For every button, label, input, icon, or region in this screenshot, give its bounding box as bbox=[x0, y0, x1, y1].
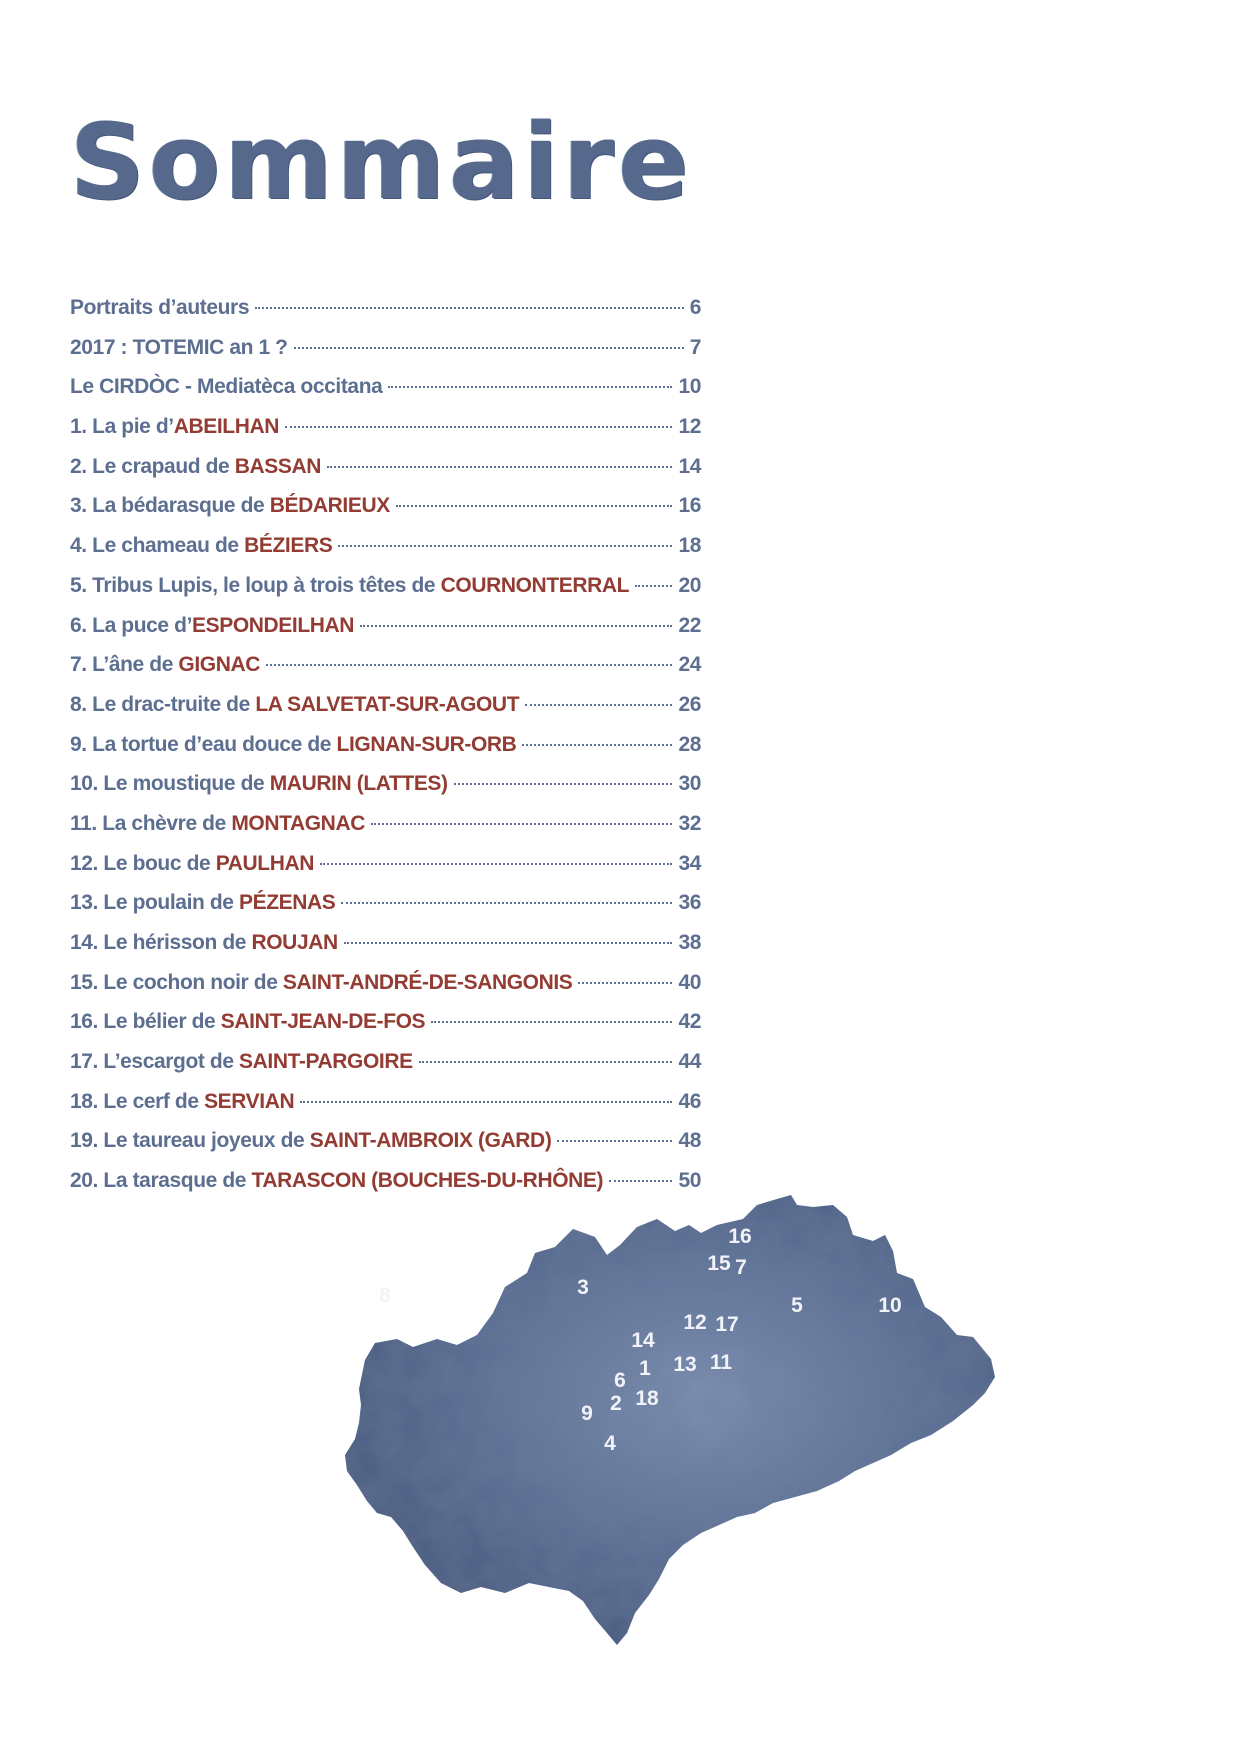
toc-entry-label bbox=[70, 891, 335, 915]
toc-dot-leader bbox=[338, 545, 672, 547]
toc-entry-title: 13. Le poulain de bbox=[70, 891, 240, 915]
toc-entry-place: LIGNAN-SUR-ORB bbox=[336, 732, 517, 756]
toc-entry-title: 16. Le bélier de bbox=[70, 1010, 221, 1034]
toc-entry-page: 30 bbox=[678, 772, 701, 796]
toc-entry-label bbox=[70, 733, 516, 757]
toc-entry-place: LA SALVETAT-SUR-AGOUT bbox=[255, 692, 520, 716]
toc-entry-label bbox=[70, 653, 260, 677]
map-number-label: 16 bbox=[728, 1225, 752, 1248]
toc-entry-page: 18 bbox=[678, 534, 701, 558]
toc-entry-title: Le CIRDÒC - Mediatèca occitana bbox=[70, 375, 383, 399]
toc-dot-leader bbox=[294, 347, 684, 349]
toc-entry-label bbox=[70, 574, 629, 598]
toc-entry-page: 44 bbox=[678, 1050, 701, 1074]
toc-entry-title: 4. Le chameau de bbox=[70, 534, 245, 558]
toc-entry bbox=[70, 772, 701, 812]
toc-entry-label bbox=[70, 415, 279, 439]
toc-entry-page: 20 bbox=[678, 573, 701, 597]
toc-dot-leader bbox=[635, 585, 672, 587]
toc-entry-label bbox=[70, 1129, 551, 1153]
toc-entry bbox=[70, 614, 701, 654]
map-number-label: 8 bbox=[379, 1284, 391, 1307]
toc-entry-place: GIGNAC bbox=[178, 653, 261, 677]
toc-entry-page: 12 bbox=[678, 415, 701, 439]
toc-entry bbox=[70, 1010, 701, 1050]
map-number-label: 7 bbox=[735, 1256, 747, 1279]
toc-entry-label bbox=[70, 931, 338, 955]
map-number-label: 1 bbox=[639, 1357, 651, 1380]
toc-entry-place: TARASCON (BOUCHES-DU-RHÔNE) bbox=[251, 1169, 604, 1193]
toc-entry-label bbox=[70, 812, 365, 836]
toc-entry-title: 2017 : TOTEMIC an 1 ? bbox=[70, 335, 288, 359]
toc-dot-leader bbox=[360, 625, 672, 627]
toc-dot-leader bbox=[419, 1061, 673, 1063]
toc-dot-leader bbox=[266, 664, 672, 666]
toc-entry bbox=[70, 336, 701, 376]
toc-entry-label bbox=[70, 455, 321, 479]
toc-dot-leader bbox=[522, 744, 672, 746]
map-number-label: 15 bbox=[707, 1252, 731, 1275]
toc-entry-place: SAINT-ANDRÉ-DE-SANGONIS bbox=[282, 970, 573, 994]
toc-dot-leader bbox=[525, 704, 672, 706]
toc-entry-place: SAINT-JEAN-DE-FOS bbox=[220, 1010, 426, 1034]
toc-entry-title: 14. Le hérisson de bbox=[70, 931, 252, 954]
toc-entry-title: 11. La chèvre de bbox=[70, 811, 232, 835]
map-number-label: 2 bbox=[610, 1392, 622, 1415]
toc-entry-place: COURNONTERRAL bbox=[440, 573, 630, 597]
toc-entry-title: 7. L’âne de bbox=[70, 653, 179, 677]
table-of-contents bbox=[70, 296, 701, 1209]
herault-shape bbox=[345, 1195, 995, 1645]
toc-entry-place: MAURIN (LATTES) bbox=[269, 772, 448, 796]
toc-dot-leader bbox=[255, 307, 684, 309]
toc-dot-leader bbox=[431, 1021, 672, 1023]
toc-dot-leader bbox=[578, 982, 672, 984]
toc-entry-title: 12. Le bouc de bbox=[70, 851, 216, 875]
map-number-label: 5 bbox=[791, 1294, 803, 1317]
map-number-label: 12 bbox=[683, 1311, 707, 1334]
toc-entry-page: 42 bbox=[678, 1010, 701, 1034]
toc-dot-leader bbox=[388, 386, 672, 388]
toc-entry-label bbox=[70, 336, 288, 360]
toc-entry bbox=[70, 494, 701, 534]
toc-entry-page: 7 bbox=[689, 335, 701, 359]
toc-entry-place: BÉZIERS bbox=[244, 534, 333, 558]
herault-map bbox=[345, 1195, 1125, 1655]
toc-entry-page: 38 bbox=[678, 931, 701, 954]
toc-entry-page: 40 bbox=[678, 970, 701, 994]
toc-entry-place: SAINT-PARGOIRE bbox=[239, 1050, 413, 1074]
toc-entry-title: 8. Le drac-truite de bbox=[70, 692, 256, 716]
toc-entry-label bbox=[70, 971, 572, 995]
toc-entry-page: 28 bbox=[678, 732, 701, 756]
toc-entry-title: 18. Le cerf de bbox=[70, 1089, 205, 1113]
toc-entry bbox=[70, 931, 701, 971]
toc-entry-title: Portraits d’auteurs bbox=[70, 296, 250, 319]
toc-dot-leader bbox=[327, 466, 672, 468]
toc-dot-leader bbox=[320, 863, 672, 865]
toc-entry bbox=[70, 1129, 701, 1169]
toc-entry bbox=[70, 733, 701, 773]
map-number-label: 17 bbox=[715, 1313, 739, 1336]
toc-entry-place: MONTAGNAC bbox=[231, 811, 365, 835]
toc-entry bbox=[70, 852, 701, 892]
toc-entry-title: 2. Le crapaud de bbox=[70, 454, 235, 478]
toc-entry-label bbox=[70, 534, 332, 558]
toc-entry-page: 36 bbox=[678, 891, 701, 915]
toc-entry-title: 20. La tarasque de bbox=[70, 1169, 252, 1193]
toc-entry-page: 10 bbox=[678, 375, 701, 399]
toc-entry-label bbox=[70, 1090, 294, 1114]
toc-entry-page: 26 bbox=[678, 692, 701, 716]
toc-entry-place: SAINT-AMBROIX (GARD) bbox=[309, 1129, 552, 1153]
herault-map-graphic bbox=[345, 1195, 1125, 1655]
toc-dot-leader bbox=[341, 902, 672, 904]
toc-dot-leader bbox=[557, 1140, 672, 1142]
toc-entry bbox=[70, 971, 701, 1011]
toc-entry-place: ESPONDEILHAN bbox=[192, 613, 355, 637]
toc-entry bbox=[70, 296, 701, 336]
toc-entry-place: BÉDARIEUX bbox=[269, 494, 390, 518]
toc-dot-leader bbox=[609, 1180, 672, 1182]
toc-entry bbox=[70, 1090, 701, 1130]
toc-entry bbox=[70, 534, 701, 574]
toc-entry-label bbox=[70, 375, 382, 399]
toc-entry bbox=[70, 812, 701, 852]
toc-entry-label bbox=[70, 772, 448, 796]
toc-entry-title: 5. Tribus Lupis, le loup à trois têtes de bbox=[70, 573, 441, 597]
toc-entry-label bbox=[70, 1010, 425, 1034]
toc-entry-label bbox=[70, 693, 519, 717]
toc-entry bbox=[70, 375, 701, 415]
toc-dot-leader bbox=[285, 426, 672, 428]
toc-dot-leader bbox=[371, 823, 672, 825]
toc-dot-leader bbox=[300, 1101, 672, 1103]
toc-entry-label bbox=[70, 1169, 603, 1193]
toc-entry-place: PÉZENAS bbox=[239, 891, 336, 915]
toc-entry bbox=[70, 1050, 701, 1090]
toc-entry-page: 22 bbox=[678, 613, 701, 637]
toc-entry-label bbox=[70, 852, 314, 876]
toc-entry-page: 14 bbox=[678, 454, 701, 478]
toc-entry-place: SERVIAN bbox=[204, 1089, 295, 1113]
toc-entry-page: 6 bbox=[689, 296, 701, 319]
toc-entry-place: ABEILHAN bbox=[173, 415, 280, 439]
map-number-label: 14 bbox=[631, 1329, 655, 1352]
toc-entry-label bbox=[70, 1050, 413, 1074]
toc-entry bbox=[70, 455, 701, 495]
toc-entry-page: 24 bbox=[678, 653, 701, 677]
toc-entry bbox=[70, 891, 701, 931]
map-number-label: 18 bbox=[635, 1387, 659, 1410]
toc-entry-place: PAULHAN bbox=[215, 851, 315, 875]
toc-entry-page: 32 bbox=[678, 811, 701, 835]
toc-entry-title: 1. La pie d’ bbox=[70, 415, 174, 439]
map-number-label: 4 bbox=[604, 1432, 616, 1455]
toc-entry-place: BASSAN bbox=[234, 454, 322, 478]
toc-entry-label bbox=[70, 296, 249, 320]
toc-entry bbox=[70, 653, 701, 693]
toc-entry bbox=[70, 693, 701, 733]
toc-entry-place: ROUJAN bbox=[251, 931, 338, 954]
toc-entry-title: 15. Le cochon noir de bbox=[70, 970, 283, 994]
toc-entry-title: 10. Le moustique de bbox=[70, 772, 270, 796]
toc-entry-title: 3. La bédarasque de bbox=[70, 494, 270, 518]
toc-entry-page: 48 bbox=[678, 1129, 701, 1153]
page-title: Sommaire bbox=[70, 101, 693, 223]
map-number-label: 13 bbox=[673, 1353, 697, 1376]
toc-entry-title: 19. Le taureau joyeux de bbox=[70, 1129, 310, 1153]
toc-entry bbox=[70, 574, 701, 614]
toc-entry-title: 6. La puce d’ bbox=[70, 613, 192, 637]
toc-entry-title: 17. L’escargot de bbox=[70, 1050, 240, 1074]
toc-entry-page: 34 bbox=[678, 851, 701, 875]
map-number-label: 6 bbox=[614, 1369, 626, 1392]
map-number-label: 10 bbox=[878, 1294, 902, 1317]
toc-entry-page: 50 bbox=[678, 1169, 701, 1193]
toc-dot-leader bbox=[344, 942, 673, 944]
toc-entry-page: 16 bbox=[678, 494, 701, 518]
toc-dot-leader bbox=[396, 505, 673, 507]
toc-entry-label bbox=[70, 614, 354, 638]
toc-dot-leader bbox=[454, 783, 673, 785]
map-number-label: 9 bbox=[581, 1402, 593, 1425]
map-number-label: 3 bbox=[577, 1276, 589, 1299]
toc-entry-label bbox=[70, 494, 390, 518]
toc-entry bbox=[70, 415, 701, 455]
toc-entry-page: 46 bbox=[678, 1089, 701, 1113]
toc-entry-title: 9. La tortue d’eau douce de bbox=[70, 732, 337, 756]
map-number-label: 11 bbox=[709, 1351, 733, 1374]
